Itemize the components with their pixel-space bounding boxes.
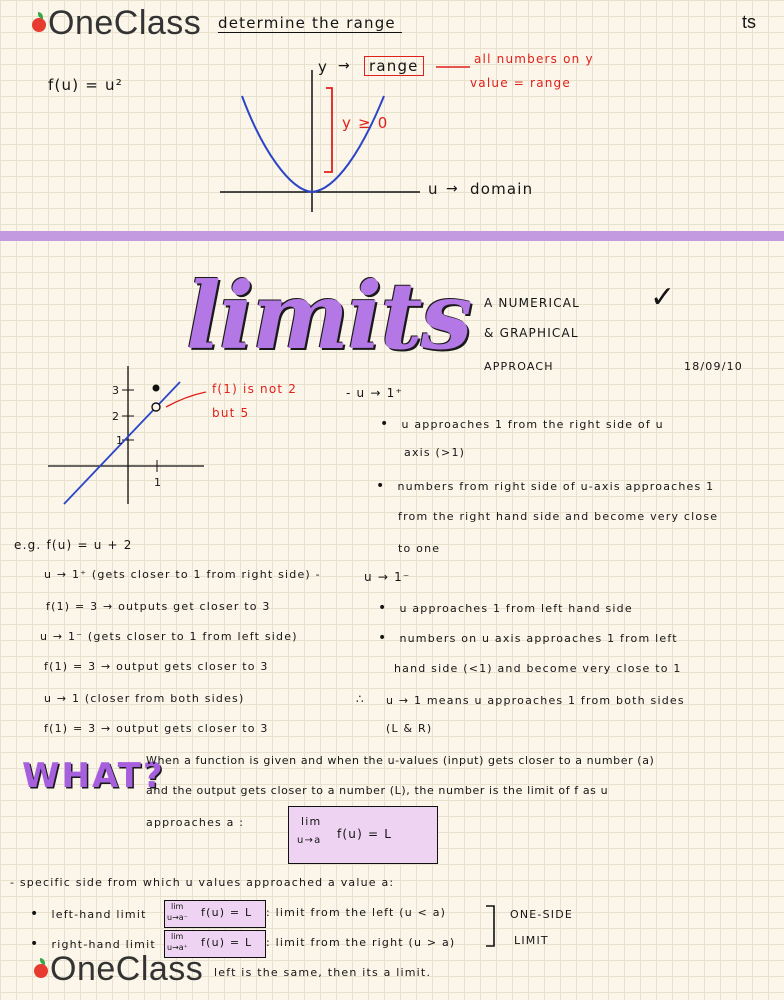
limits-title: limits <box>186 262 471 370</box>
note-bullet-1a: • u approaches 1 from the right side of u <box>380 416 664 432</box>
note-bullet-2c: to one <box>398 542 441 555</box>
subtitle-line2: & GRAPHICAL <box>484 326 579 340</box>
one-side-bracket <box>482 902 502 952</box>
subtitle-line3: APPROACH <box>484 360 554 373</box>
example-line6: f(1) = 3 → output gets closer to 3 <box>44 722 269 735</box>
range-box: range <box>364 56 424 76</box>
limit-definition-box <box>288 806 438 864</box>
what-heading: WHAT? <box>22 756 165 796</box>
lim-word: lim <box>301 815 322 828</box>
author-initials: ts <box>742 12 757 32</box>
approach-left-heading: u → 1⁻ <box>364 570 411 584</box>
subtitle-line1: A NUMERICAL <box>484 296 581 310</box>
page-heading: determine the range <box>218 14 402 33</box>
left-limit-box <box>164 900 266 928</box>
example-heading: e.g. f(u) = u + 2 <box>14 538 133 552</box>
left-lim-word: lim <box>171 902 184 911</box>
arrow-glyph: → <box>338 58 351 74</box>
oneclass-logo-top: OneClass <box>32 4 201 43</box>
note-date: 18/09/10 <box>684 360 744 373</box>
example-line1: u → 1⁺ (gets closer to 1 from right side) - <box>44 568 321 581</box>
note-bullet-2b: from the right hand side and become very close <box>398 510 719 523</box>
section-divider <box>0 231 784 241</box>
note-bullet-1b: axis (>1) <box>404 446 466 459</box>
left-lim-subscript: u→a⁻ <box>167 913 188 922</box>
lim-subscript: u→a <box>297 835 322 846</box>
right-lim-subscript: u→a⁺ <box>167 943 188 952</box>
bracket-label-line2: LIMIT <box>514 934 549 947</box>
definition-line2: and the output gets closer to a number (L), the number is the limit of f as u <box>146 784 609 797</box>
apple-icon <box>34 964 48 978</box>
definition-line3: approaches a : <box>146 816 245 829</box>
domain-label: domain <box>470 180 534 198</box>
left-lim-expression: f(u) = L <box>201 906 253 919</box>
note-bullet-2a: • numbers from right side of u-axis approaches 1 <box>376 478 714 494</box>
y-condition: y ≥ 0 <box>342 114 389 132</box>
example-line3: u → 1⁻ (gets closer to 1 from left side) <box>40 630 298 643</box>
check-icon: ✓ <box>650 280 676 315</box>
note-bullet-4a: • numbers on u axis approaches 1 from left <box>378 630 678 646</box>
footer-text: left is the same, then its a limit. <box>214 966 432 979</box>
right-hand-label: • right-hand limit <box>30 936 156 952</box>
arrow-glyph: → <box>446 181 459 197</box>
example-line2: f(1) = 3 → outputs get closer to 3 <box>46 600 271 613</box>
note-bullet-4b: hand side (<1) and become very close to 1 <box>394 662 682 675</box>
one-side-intro: - specific side from which u values approached a value a: <box>10 876 395 889</box>
tick-label-2: 2 <box>112 410 121 423</box>
note-bullet-3: • u approaches 1 from left hand side <box>378 600 633 616</box>
x-tick-label-1: 1 <box>154 476 163 489</box>
filled-point <box>153 385 160 392</box>
example-line5: u → 1 (closer from both sides) <box>44 692 245 705</box>
range-bracket <box>324 88 332 172</box>
tick-label-1: 1 <box>116 434 125 447</box>
conclusion-line1: u → 1 means u approaches 1 from both sides <box>386 694 685 707</box>
x-axis-label: u <box>428 180 439 198</box>
open-point <box>152 403 160 411</box>
function-definition: f(u) = u² <box>48 76 123 94</box>
bracket-label-line1: ONE-SIDE <box>510 908 574 921</box>
conclusion-line2: (L & R) <box>386 722 433 735</box>
lim-expression: f(u) = L <box>337 827 393 841</box>
therefore-symbol: ∴ <box>356 692 365 706</box>
y-axis-label: y <box>318 58 329 76</box>
tick-label-3: 3 <box>112 384 121 397</box>
parabola-graph <box>0 0 784 232</box>
left-hand-label: • left-hand limit <box>30 906 147 922</box>
note-connector <box>166 392 206 407</box>
right-lim-expression: f(u) = L <box>201 936 253 949</box>
range-note-line2: value = range <box>470 76 571 90</box>
approach-right-heading: - u → 1⁺ <box>346 386 404 400</box>
parabola-curve <box>242 96 384 192</box>
graph-note-line2: but 5 <box>212 406 250 420</box>
example-line4: f(1) = 3 → output gets closer to 3 <box>44 660 269 673</box>
definition-line1: When a function is given and when the u-values (input) gets closer to a number (a) <box>146 754 655 767</box>
graph-note-line1: f(1) is not 2 <box>212 382 298 396</box>
range-note-line1: all numbers on y <box>474 52 594 66</box>
right-limit-description: : limit from the right (u > a) <box>266 936 456 949</box>
oneclass-logo-bottom: OneClass <box>34 950 203 989</box>
left-limit-description: : limit from the left (u < a) <box>266 906 447 919</box>
right-lim-word: lim <box>171 932 184 941</box>
